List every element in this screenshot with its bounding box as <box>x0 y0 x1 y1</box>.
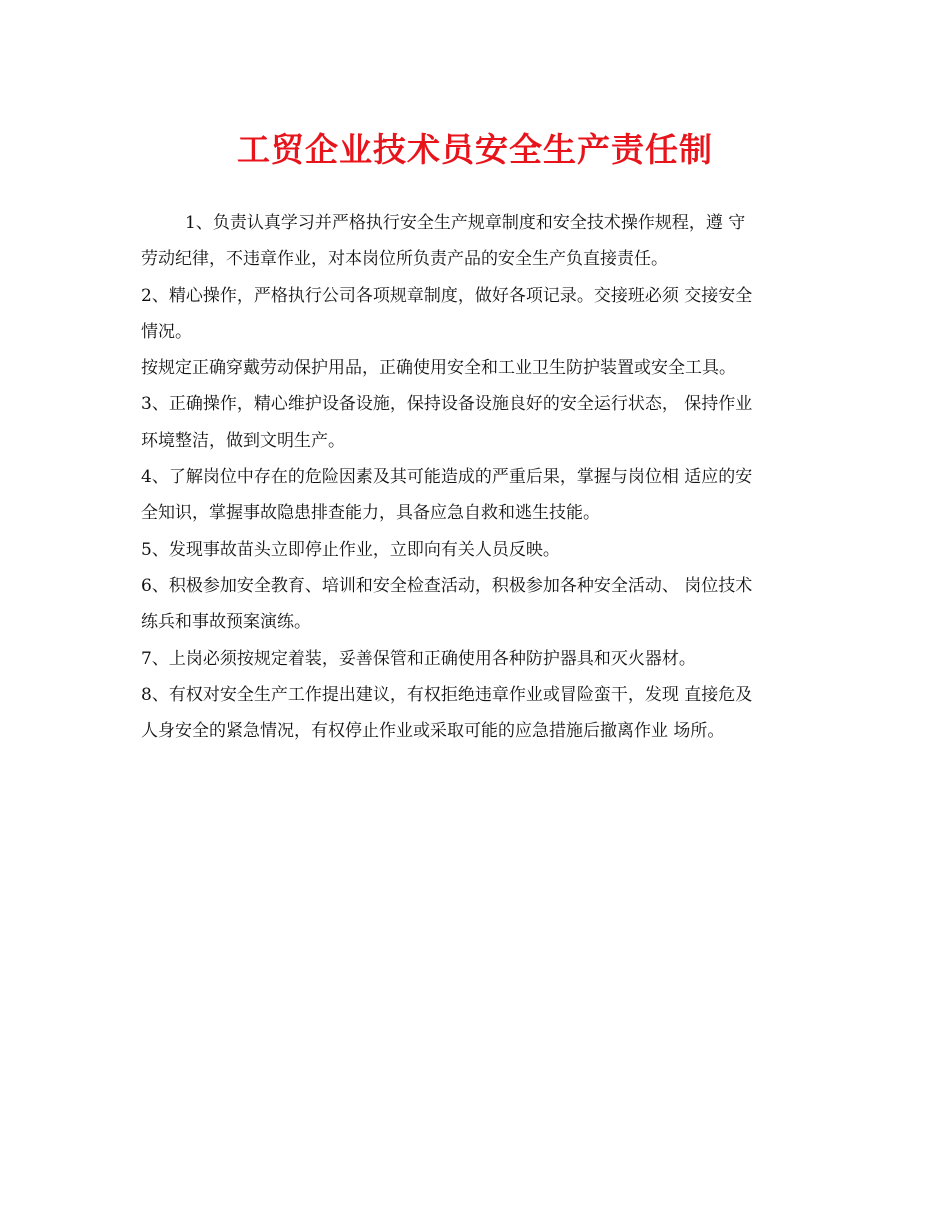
body-line: 情况。 <box>141 321 192 342</box>
body-line: 3、正确操作，精心维护设备设施，保持设备设施良好的安全运行状态， 保持作业 <box>141 394 753 415</box>
body-line: 8、有权对安全生产工作提出建议，有权拒绝违章作业或冒险蛮干，发现 直接危及 <box>141 684 753 705</box>
body-line: 1、负责认真学习并严格执行安全生产规章制度和安全技术操作规程，遵 守 <box>185 213 746 233</box>
body-line: 练兵和事故预案演练。 <box>141 612 311 633</box>
document-title: 工贸企业技术员安全生产责任制 <box>237 130 713 169</box>
body-line: 全知识，掌握事故隐患排查能力，具备应急自救和逃生技能。 <box>141 503 600 524</box>
body-line: 环境整洁，做到文明生产。 <box>141 430 345 451</box>
body-line: 4、了解岗位中存在的危险因素及其可能造成的严重后果，掌握与岗位相 适应的安 <box>141 467 753 488</box>
body-line: 6、积极参加安全教育、培训和安全检查活动，积极参加各种安全活动、 岗位技术 <box>141 575 753 596</box>
body-line: 5、发现事故苗头立即停止作业，立即向有关人员反映。 <box>141 539 560 560</box>
body-line: 人身安全的紧急情况，有权停止作业或采取可能的应急措施后撤离作业 场所。 <box>141 721 725 742</box>
document-body <box>141 205 813 749</box>
body-line: 按规定正确穿戴劳动保护用品，正确使用安全和工业卫生防护装置或安全工具。 <box>141 358 736 379</box>
body-line: 2、精心操作，严格执行公司各项规章制度，做好各项记录。交接班必须 交接安全 <box>141 285 753 306</box>
body-line: 7、上岗必须按规定着装，妥善保管和正确使用各种防护器具和灭火器材。 <box>141 648 696 669</box>
body-line: 劳动纪律，不违章作业，对本岗位所负责产品的安全生产负直接责任。 <box>141 249 668 270</box>
